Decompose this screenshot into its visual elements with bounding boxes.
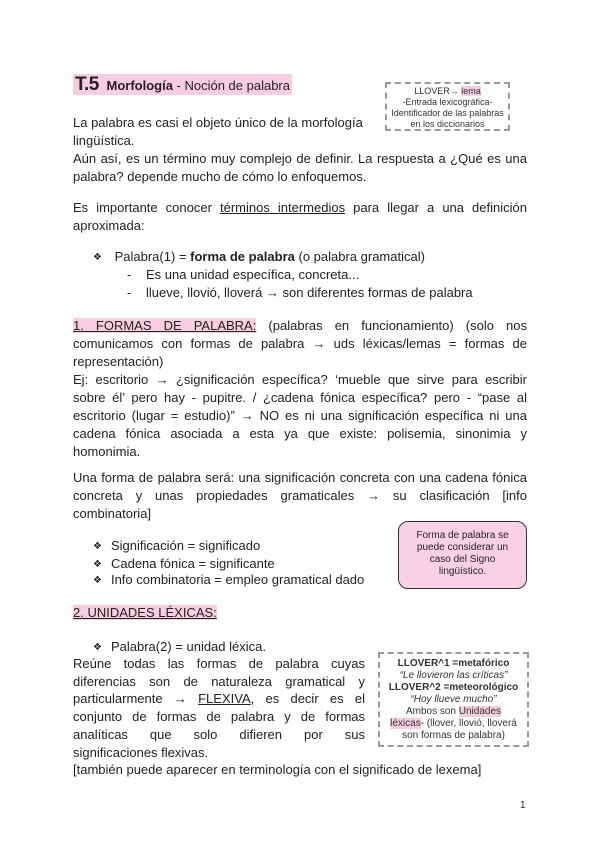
page-number: 1	[520, 800, 526, 811]
title-rest: - Noción de palabra	[172, 78, 290, 93]
bullet-palabra-1	[93, 248, 425, 268]
note-line: “Hoy llueve mucho”	[410, 694, 497, 705]
p5-line: diferencias son de naturaleza gramatical y	[73, 674, 365, 689]
note-llover-ejemplos	[378, 652, 529, 747]
note-highlight: léxicas	[390, 718, 421, 729]
note-line: “Le llovieron las críticas”	[399, 670, 508, 681]
section-heading: 2. UNIDADES LÉXICAS:	[73, 605, 217, 620]
note-line: Forma de palabra se	[416, 530, 509, 541]
paragraph-lexema: [también puede aparecer en terminología con el significado de lexema]	[73, 762, 482, 777]
p5-line: conjunto de formas de palabra y de formas	[73, 709, 365, 724]
p3-underlined: términos intermedios	[219, 200, 346, 215]
list-item-text: Cadena fónica = significante	[110, 556, 275, 571]
p5-text: , es decir es el	[250, 691, 365, 706]
p5-text: particularmente →	[73, 691, 199, 706]
bullet-text: (o palabra gramatical)	[294, 249, 425, 264]
sub-item-1: - Es una unidad específica, concreta...	[127, 266, 359, 284]
p3-text: para llegar a una definición aproximada:	[73, 200, 527, 233]
page-title	[73, 74, 292, 95]
p5-underlined: FLEXIVA	[198, 691, 251, 706]
p5-line: significaciones flexivas.	[73, 745, 209, 760]
sub-item-2-text: llueve, llovió, lloverá → son diferentes formas de palabra	[146, 285, 473, 300]
title-topic: Morfología	[106, 78, 173, 93]
note-lema-line: Identificador de las palabras	[391, 108, 504, 118]
note-highlight: Unidades	[458, 706, 502, 717]
p5-line	[73, 690, 365, 708]
title-number: T.5	[75, 74, 99, 95]
paragraph-forma-palabra: Una forma de palabra será: una significación concreta con una cadena fónica concreta y unas propiedades gramaticales → su clasificación [info combinatoria]	[73, 470, 527, 521]
example-escritorio: Ej: escritorio → ¿significación específica? ‘mueble que sirve para escribir sobre él’ pero hay - pupitre. / ¿cadena fónica específica? pero - “pase al escritorio (lugar = estudio)” → NO es ni una significación específica ni una cadena fónica asociada a esta ya que existe: polisemia, sinonimia y homonimia.	[73, 372, 527, 459]
note-lema	[385, 82, 510, 131]
section-unidades-lexicas	[73, 604, 217, 622]
section-heading: 1. FORMAS DE PALABRA:	[73, 318, 257, 333]
note-signo-linguistico	[398, 521, 527, 589]
bullet-text: Palabra(2) = unidad léxica.	[110, 639, 266, 654]
p5-line: analíticas que solo difieren por sus	[73, 727, 365, 742]
sub-item-2	[127, 284, 473, 302]
list-item-text: Significación = significado	[110, 538, 261, 553]
note-line: lingüístico.	[438, 566, 487, 577]
note-line: LLOVER^2 =meteorológico	[388, 682, 519, 693]
note-lema-line: -Entrada lexicográfica-	[402, 97, 493, 107]
intro-line-1: La palabra es casi el objeto único de la morfología	[73, 115, 363, 130]
note-line: caso del Signo	[429, 554, 496, 565]
note-line: LLOVER^1 =metafórico	[397, 658, 510, 669]
bullet-bold: forma de palabra	[190, 249, 295, 264]
note-line: puede considerar un	[416, 542, 509, 553]
section-body: (palabras en funcionamiento) (solo nos comunicamos con formas de palabra → uds léxicas/lemas = formas de representación)	[73, 318, 528, 369]
section-formas-de-palabra	[73, 317, 527, 371]
list-item-text: Info combinatoria = empleo gramatical dado	[110, 572, 365, 587]
note-lema-line: LLOVER→	[414, 86, 462, 96]
list-item	[93, 537, 260, 557]
p3-text: Es importante conocer	[73, 200, 220, 215]
intro-paragraph-3	[73, 199, 527, 235]
bullet-text: Palabra(1) =	[114, 249, 191, 264]
note-lema-highlight: lema	[461, 86, 481, 96]
intro-paragraph-2: Aún así, es un término muy complejo de definir. La respuesta a ¿Qué es una palabra? depende mucho de cómo lo enfoquemos.	[73, 151, 527, 184]
note-line: son formas de palabra)	[402, 730, 505, 741]
note-text: - (llover, llovió, lloverá	[420, 718, 517, 729]
note-lema-line: en los diccionarios	[410, 119, 485, 129]
list-item	[93, 571, 364, 591]
note-text: Ambos son	[405, 706, 459, 717]
intro-line-2: lingüística.	[73, 133, 135, 148]
p5-line: Reúne todas las formas de palabra cuyas	[73, 656, 365, 671]
